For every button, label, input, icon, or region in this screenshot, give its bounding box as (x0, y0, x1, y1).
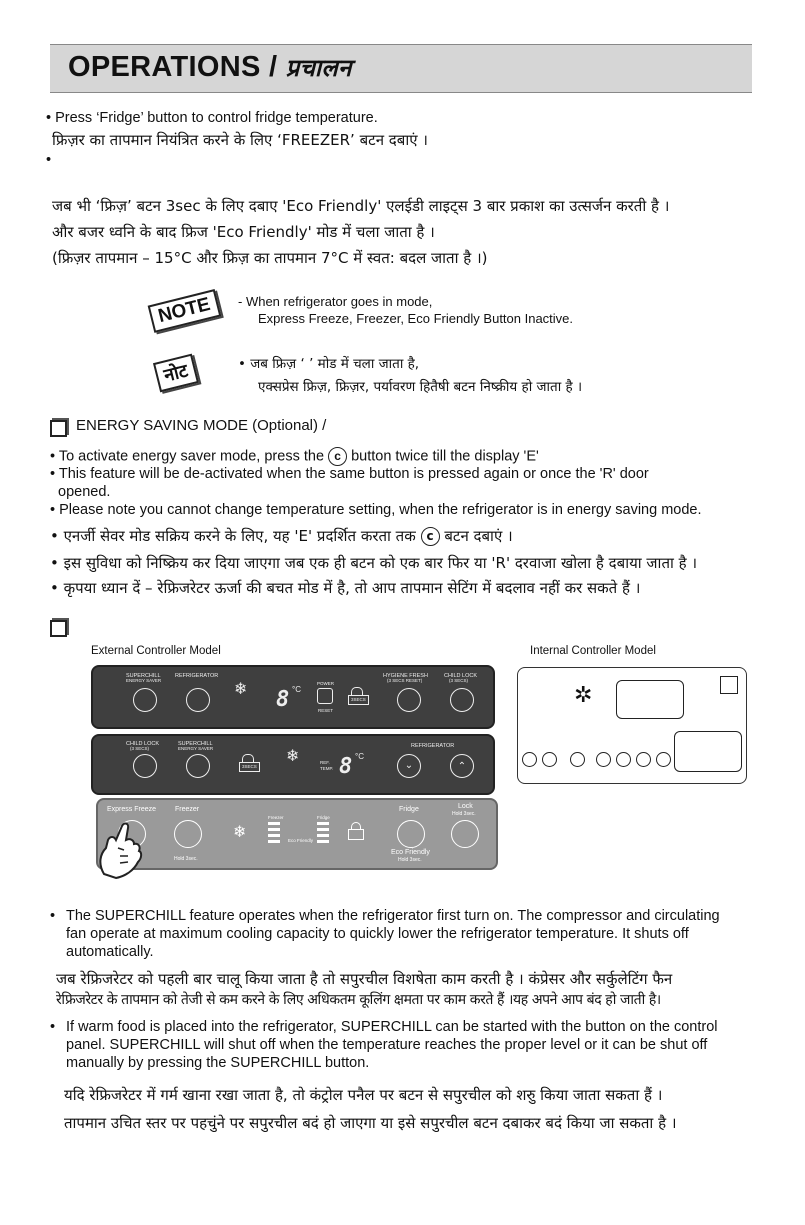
internal-indicator-5 (616, 752, 631, 767)
superchill-button-2[interactable] (186, 754, 210, 778)
intro-bullet-empty: • (46, 152, 52, 168)
label-freezer-small: Freezer (268, 815, 284, 820)
fridge-level-bars (317, 822, 329, 846)
intro-line-5: और बजर ध्वनि के बाद फ्रिज 'Eco Friendly' मोड में चला जाता है । (52, 223, 435, 241)
energy-bullet-2a: • This feature will be de-activated when the same button is pressed again or once the 'R' door (50, 466, 649, 482)
internal-indicator-7 (656, 752, 671, 767)
c-button-icon-hi: c (421, 527, 440, 546)
refrigerator-button[interactable] (186, 688, 210, 712)
fridge-button[interactable] (397, 820, 425, 848)
label-child-sub-2: (3 SECS) (130, 746, 150, 751)
label-fridge-small: Fridge (317, 815, 330, 820)
intro-line-6: (फ्रिज़र तापमान – 15°C और फ्रिज़ का तापमान 7°C में स्वत: बदल जाता है ।) (52, 249, 488, 267)
external-panel-2 (91, 734, 495, 795)
label-energy-saver: ENERGY SAVER (126, 678, 162, 683)
note-hi-line-1: • जब फ्रिज़ ‘ ’ मोड में चला जाता है, (238, 356, 420, 372)
internal-model-label: Internal Controller Model (530, 645, 656, 657)
temp-display: 8 (276, 687, 290, 712)
external-panel-1 (91, 665, 495, 729)
label-child-sub: (3 SECS) (449, 678, 469, 683)
intro-line-1: • Press ‘Fridge’ button to control fridge temperature. (46, 110, 378, 126)
child-lock-button[interactable] (450, 688, 474, 712)
temp-unit: °C (292, 685, 301, 694)
pointing-hand-icon (96, 818, 146, 880)
superchill-hi-4: तापमान उचित स्तर पर पहचुंने पर सपुरचील बदं हो जाएगा या इसे सपुरचील बटन दबाकर बदं किया जा सकता है । (64, 1114, 677, 1132)
label-superchill-2: SUPERCHILL (178, 741, 213, 747)
label-power: POWER (317, 681, 335, 686)
external-panel-3 (96, 798, 498, 870)
temp-down-button[interactable]: ⌄ (397, 754, 421, 778)
label-eco-small: Eco Friendly (288, 838, 314, 843)
temp-display-2: 8 (339, 754, 353, 779)
bullet-dot: • (50, 908, 56, 924)
section-header (50, 44, 752, 93)
freezer-button[interactable] (174, 820, 202, 848)
hygiene-fresh-button[interactable] (397, 688, 421, 712)
label-hygiene-sub: (3 SECS RESET) (387, 678, 423, 683)
superchill-hi-2: रेफ्रिजरेटर के तापमान को तेजी से कम करने के लिए अधिकतम कूलिंग क्षमता पर काम करते हैं ।यह अपने आप बंद हो जाती है। (56, 992, 661, 1008)
checkbox-icon (50, 420, 67, 437)
internal-indicator-2 (542, 752, 557, 767)
label-reset: RESET (318, 708, 334, 713)
intro-line-2: फ्रिज़र का तापमान नियंत्रित करने के लिए ‘FREEZER’ बटन दबाएं । (52, 131, 428, 149)
label-hygiene: HYGIENE FRESH (383, 673, 428, 679)
internal-display-top (616, 680, 684, 719)
superchill-p1: The SUPERCHILL feature operates when the refrigerator first turn on. The compressor and circulating fan operate at maximum cooling capacity to quickly lower the refrigerator temperature. It shuts off automatically. (66, 908, 720, 960)
lock-icon: 3SECS (348, 695, 369, 705)
note-stamp-en: NOTE (148, 289, 222, 333)
power-reset-button[interactable] (317, 688, 333, 704)
note-en-line-2: Express Freeze, Freezer, Eco Friendly Button Inactive. (258, 311, 574, 326)
note-hi-line-2: एक्सप्रेस फ्रिज़, फ्रिज़र, पर्यावरण हितैषी बटन निष्क्रीय हो जाता है । (258, 379, 583, 395)
label-ref-temp: REF. TEMP. (320, 760, 334, 771)
intro-line-4: जब भी ‘फ्रिज़’ बटन 3sec के लिए दबाए 'Eco Friendly' एलईडी लाइट्स 3 बार प्रकाश का उत्सर्जन करती है । (52, 197, 670, 215)
internal-controller-panel (517, 667, 747, 784)
external-model-label: External Controller Model (91, 645, 221, 657)
snowflake-icon-2: ❄ (286, 748, 300, 765)
lock-icon-2: 3SECS (239, 762, 260, 772)
label-child-lock: CHILD LOCK (444, 673, 478, 679)
bullet-dot-2: • (50, 1019, 56, 1035)
internal-display-bottom (674, 731, 742, 772)
label-energy-saver-2: ENERGY SAVER (178, 746, 214, 751)
label-express-freeze: Express Freeze (107, 806, 157, 813)
label-fridge: Fridge (399, 806, 419, 813)
superchill-p2: If warm food is placed into the refrigerator, SUPERCHILL can be started with the button on the control panel. SUPERCHILL will shut off when the temperature reaches the proper level or it can be shut off manually by pressing the SUPERCHILL button. (66, 1019, 718, 1071)
fan-icon: ✲ (574, 682, 593, 707)
checkbox-icon-2 (50, 620, 67, 637)
internal-indicator-6 (636, 752, 651, 767)
snowflake-icon-3: ❄ (233, 824, 247, 841)
label-eco-friendly: Eco Friendly (391, 849, 430, 856)
energy-hi-1: • एनर्जी सेवर मोड सक्रिय करने के लिए, यह 'E' प्रदर्शित करता तक c बटन दबाएं । (50, 527, 513, 545)
lock-icon-3 (348, 829, 364, 840)
label-child-lock-2: CHILD LOCK (126, 741, 160, 747)
label-eco-hold: Hold 3sec. (398, 857, 422, 863)
internal-indicator-3 (570, 752, 585, 767)
internal-square-indicator (720, 676, 738, 694)
freezer-level-bars (268, 822, 280, 846)
lock-button[interactable] (451, 820, 479, 848)
note-stamp-hi: नोट (153, 354, 199, 393)
superchill-hi-1: जब रेफ्रिजरेटर को पहली बार चालू किया जाता है तो सपुरचील विशषेता काम करती है । कंप्रेसर और सर्कुलेटिंग फैन (56, 970, 673, 988)
label-freezer: Freezer (175, 806, 200, 813)
energy-bullet-1: • To activate energy saver mode, press the c button twice till the display 'E' (50, 448, 539, 465)
label-lock-hold: Hold 3sec. (452, 811, 476, 817)
energy-hi-2: • इस सुविधा को निष्क्रिय कर दिया जाएगा जब एक ही बटन को एक बार फिर या 'R' दरवाजा खोला है दबाया जाता है । (50, 554, 698, 572)
label-refrigerator-2: REFRIGERATOR (411, 743, 455, 749)
energy-heading: ENERGY SAVING MODE (Optional) / (76, 417, 327, 434)
snowflake-icon: ❄ (234, 681, 248, 698)
temp-unit-2: °C (355, 752, 364, 761)
label-lock: Lock (458, 803, 473, 810)
internal-indicator-1 (522, 752, 537, 767)
label-superchill: SUPERCHILL (126, 673, 161, 679)
label-refrigerator: REFRIGERATOR (175, 673, 219, 679)
child-lock-button-2[interactable] (133, 754, 157, 778)
note-en-line-1: - When refrigerator goes in mode, (238, 294, 433, 309)
internal-indicator-4 (596, 752, 611, 767)
energy-bullet-2b: opened. (58, 484, 111, 500)
energy-hi-3: • कृपया ध्यान दें – रेफ्रिजरेटर ऊर्जा की बचत मोड में है, तो आप तापमान सेटिंग में बदलाव नहीं कर सकते हैं । (50, 579, 641, 597)
label-hold-3sec: Hold 3sec. (174, 856, 198, 862)
superchill-hi-3: यदि रेफ्रिजरेटर में गर्म खाना रखा जाता है, तो कंट्रोल पनैल पर बटन से सपुरचील को शरुु किया जाता सकता हैं । (64, 1086, 663, 1104)
superchill-button[interactable] (133, 688, 157, 712)
energy-bullet-3: • Please note you cannot change temperature setting, when the refrigerator is in energy saving mode. (50, 502, 702, 518)
page-title: OPERATIONS / प्रचालन (68, 51, 352, 83)
c-button-icon: c (328, 447, 347, 466)
temp-up-button[interactable]: ⌃ (450, 754, 474, 778)
